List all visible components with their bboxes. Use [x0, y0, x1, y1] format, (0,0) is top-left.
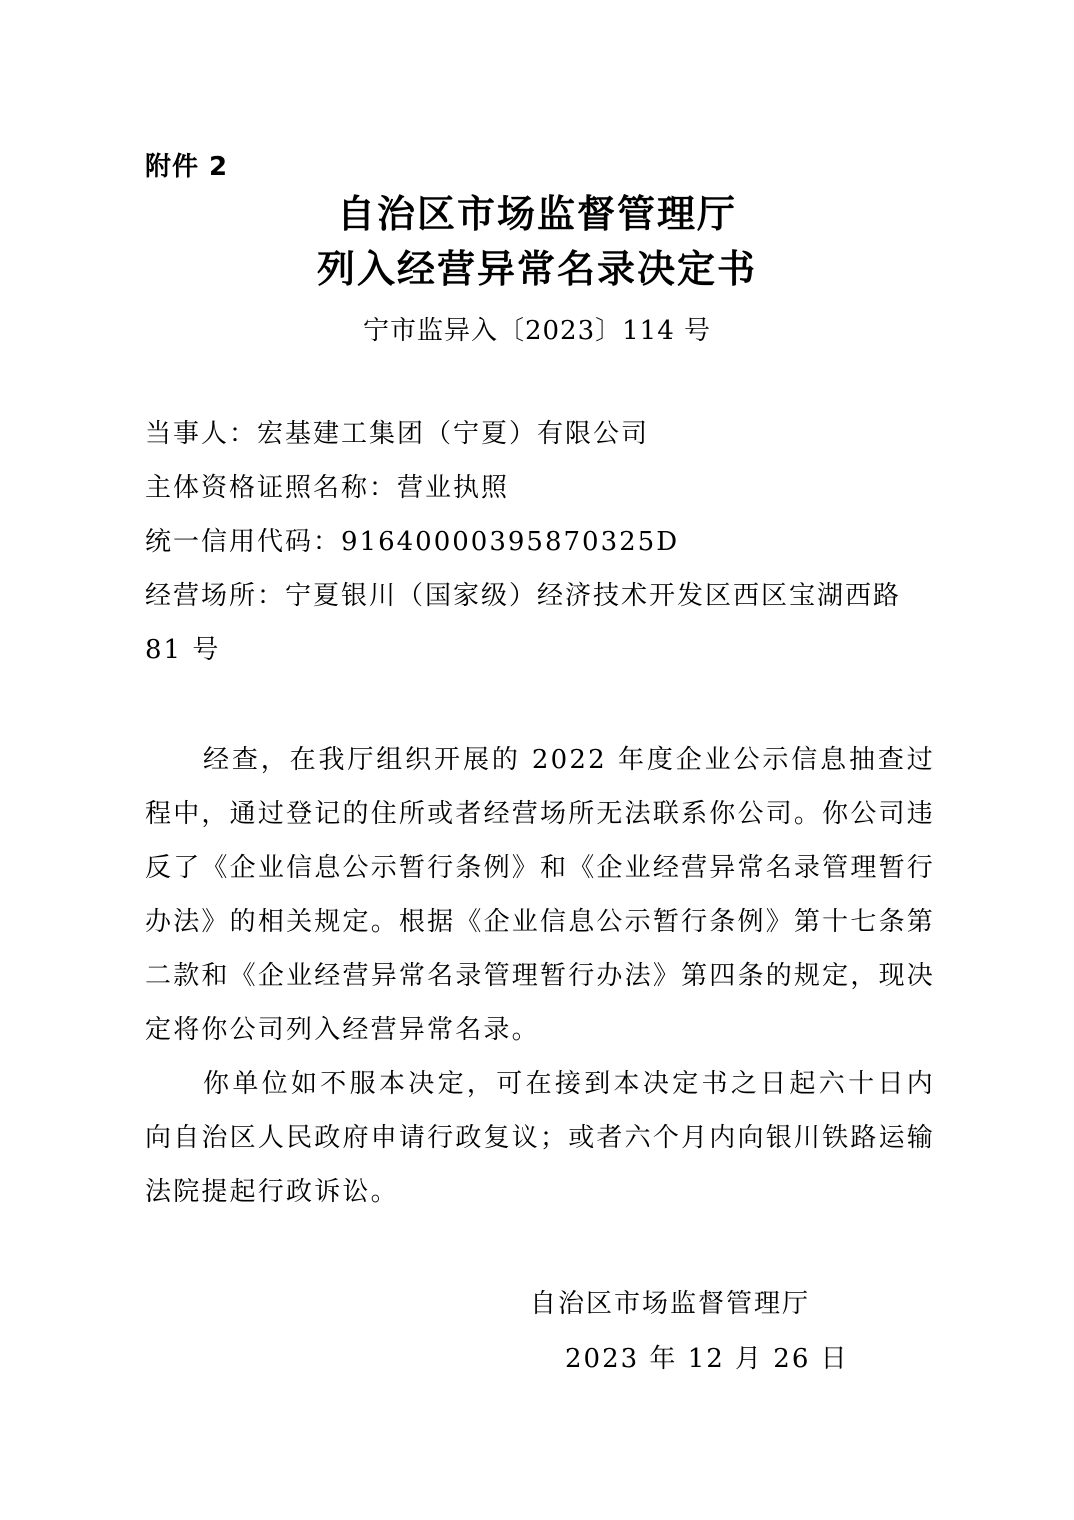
- decision-paragraph: 经查，在我厅组织开展的 2022 年度企业公示信息抽查过程中，通过登记的住所或者经营场所无法联系你公司。你公司违反了《企业信息公示暂行条例》和《企业经营异常名录管理暂行办法》的相关规定。根据《企业信息公示暂行条例》第十七条第二款和《企业经营异常名录管理暂行办法》第四条的规定，现决定将你公司列入经营异常名录。: [145, 745, 935, 1045]
- document-number: 宁市监异入〔2023〕114 号: [362, 316, 712, 346]
- document-title-line1: 自治区市场监督管理厅: [336, 192, 737, 236]
- attachment-label: 附件 2: [145, 152, 229, 182]
- appeal-paragraph: 你单位如不服本决定，可在接到本决定书之日起六十日内向自治区人民政府申请行政复议；或者六个月内向银川铁路运输法院提起行政诉讼。: [145, 1069, 935, 1207]
- document-title-line2: 列入经营异常名录决定书: [316, 247, 757, 291]
- business-address: 经营场所：宁夏银川（国家级）经济技术开发区西区宝湖西路 81 号: [145, 581, 902, 665]
- signature-organization: 自治区市场监督管理厅: [530, 1289, 811, 1319]
- party-name: 当事人：宏基建工集团（宁夏）有限公司: [145, 419, 650, 449]
- signature-date: 2023 年 12 月 26 日: [565, 1344, 849, 1374]
- credit-code: 统一信用代码：91640000395870325D: [145, 527, 680, 557]
- license-type: 主体资格证照名称：营业执照: [145, 473, 510, 503]
